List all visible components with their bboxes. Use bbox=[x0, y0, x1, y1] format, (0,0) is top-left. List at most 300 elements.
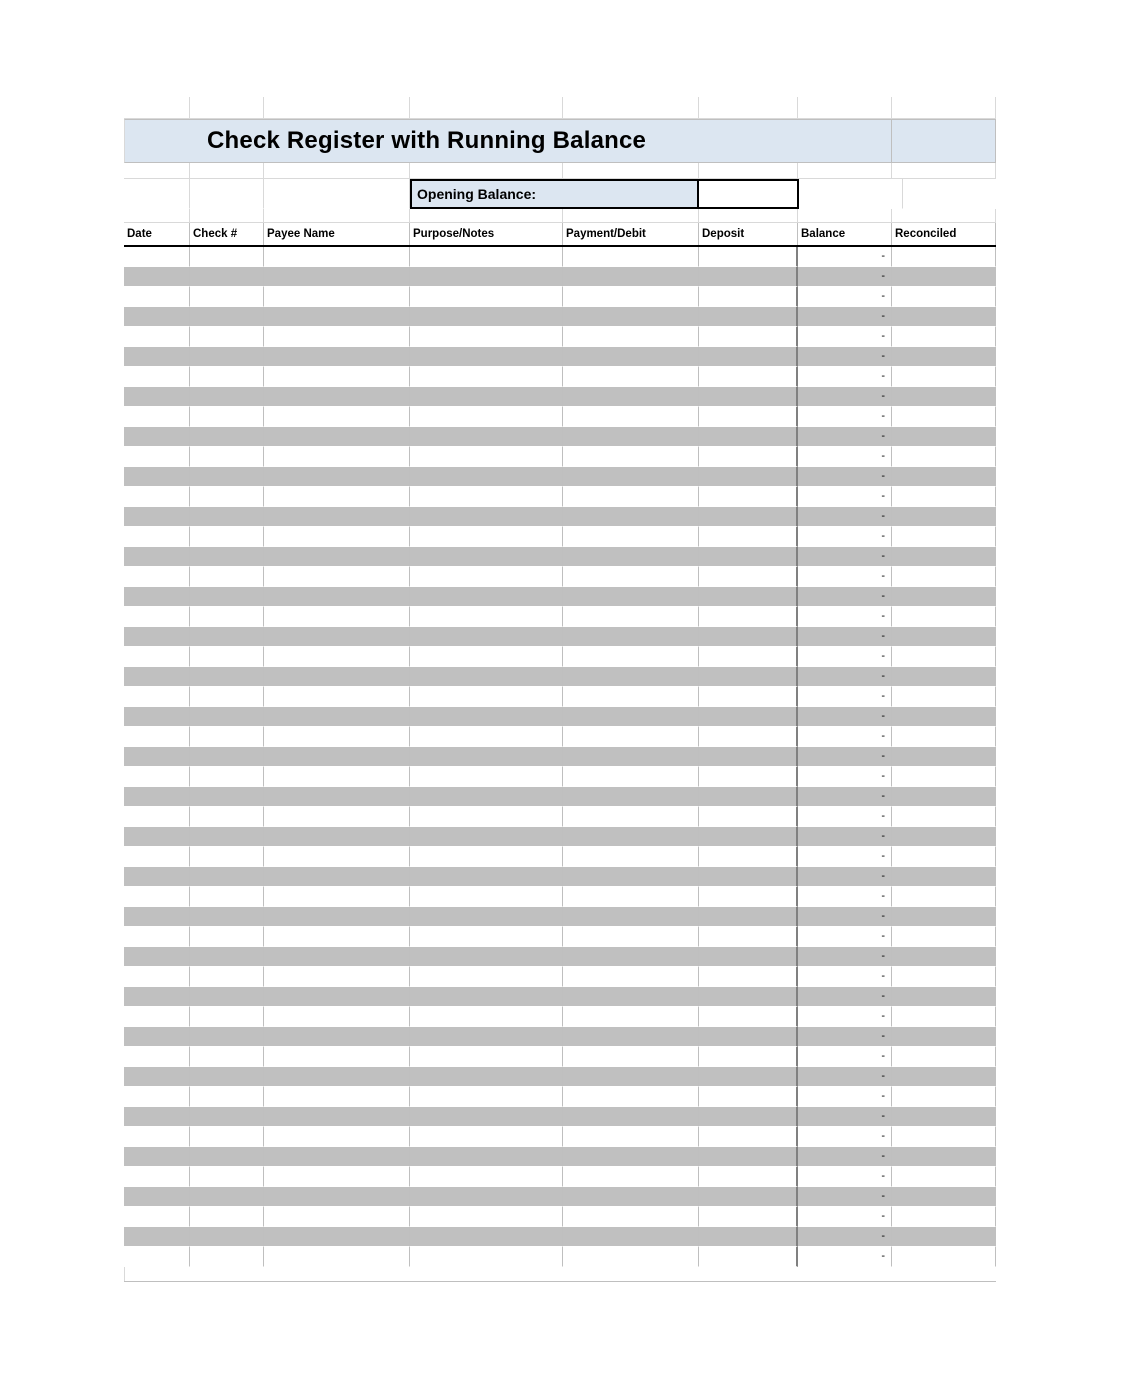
register-cell-check[interactable] bbox=[190, 327, 264, 347]
register-cell-deposit[interactable] bbox=[699, 667, 798, 687]
register-cell-reconciled[interactable] bbox=[892, 487, 996, 507]
register-cell-balance[interactable]: - bbox=[798, 1227, 892, 1247]
register-cell-purpose[interactable] bbox=[410, 1107, 563, 1127]
table-row[interactable] bbox=[124, 427, 996, 447]
register-cell-payment[interactable] bbox=[563, 987, 699, 1007]
register-cell-date[interactable] bbox=[124, 447, 190, 467]
register-cell-purpose[interactable] bbox=[410, 887, 563, 907]
table-row[interactable] bbox=[124, 527, 996, 547]
register-cell-deposit[interactable] bbox=[699, 987, 798, 1007]
register-cell-date[interactable] bbox=[124, 807, 190, 827]
register-cell-date[interactable] bbox=[124, 1087, 190, 1107]
register-cell-payee[interactable] bbox=[264, 907, 410, 927]
register-cell-payment[interactable] bbox=[563, 247, 699, 267]
register-cell-date[interactable] bbox=[124, 667, 190, 687]
register-cell-check[interactable] bbox=[190, 1127, 264, 1147]
register-cell-balance[interactable]: - bbox=[798, 1047, 892, 1067]
register-cell-date[interactable] bbox=[124, 567, 190, 587]
register-cell-balance[interactable]: - bbox=[798, 1127, 892, 1147]
register-cell-date[interactable] bbox=[124, 247, 190, 267]
register-cell-balance[interactable]: - bbox=[798, 667, 892, 687]
register-cell-deposit[interactable] bbox=[699, 307, 798, 327]
table-row[interactable] bbox=[124, 327, 996, 347]
register-cell-date[interactable] bbox=[124, 827, 190, 847]
register-cell-reconciled[interactable] bbox=[892, 947, 996, 967]
register-cell-payment[interactable] bbox=[563, 567, 699, 587]
register-cell-date[interactable] bbox=[124, 847, 190, 867]
register-cell-date[interactable] bbox=[124, 1227, 190, 1247]
register-cell-balance[interactable]: - bbox=[798, 1187, 892, 1207]
register-cell-reconciled[interactable] bbox=[892, 1027, 996, 1047]
register-cell-purpose[interactable] bbox=[410, 987, 563, 1007]
register-cell-deposit[interactable] bbox=[699, 267, 798, 287]
register-cell-check[interactable] bbox=[190, 1187, 264, 1207]
table-row[interactable] bbox=[124, 867, 996, 887]
table-row[interactable] bbox=[124, 827, 996, 847]
register-cell-balance[interactable]: - bbox=[798, 807, 892, 827]
register-cell-deposit[interactable] bbox=[699, 547, 798, 567]
register-cell-purpose[interactable] bbox=[410, 247, 563, 267]
register-cell-check[interactable] bbox=[190, 967, 264, 987]
table-row[interactable] bbox=[124, 1227, 996, 1247]
register-cell-date[interactable] bbox=[124, 907, 190, 927]
register-cell-payment[interactable] bbox=[563, 827, 699, 847]
register-cell-balance[interactable]: - bbox=[798, 267, 892, 287]
register-cell-date[interactable] bbox=[124, 787, 190, 807]
register-cell-reconciled[interactable] bbox=[892, 907, 996, 927]
register-cell-check[interactable] bbox=[190, 607, 264, 627]
register-cell-date[interactable] bbox=[124, 1247, 190, 1267]
register-cell-check[interactable] bbox=[190, 367, 264, 387]
register-cell-purpose[interactable] bbox=[410, 347, 563, 367]
register-cell-reconciled[interactable] bbox=[892, 807, 996, 827]
register-cell-purpose[interactable] bbox=[410, 1227, 563, 1247]
register-cell-date[interactable] bbox=[124, 367, 190, 387]
register-cell-payee[interactable] bbox=[264, 447, 410, 467]
register-cell-reconciled[interactable] bbox=[892, 1047, 996, 1067]
register-cell-balance[interactable]: - bbox=[798, 527, 892, 547]
register-cell-payment[interactable] bbox=[563, 787, 699, 807]
register-cell-payment[interactable] bbox=[563, 447, 699, 467]
register-cell-deposit[interactable] bbox=[699, 587, 798, 607]
register-cell-payee[interactable] bbox=[264, 1147, 410, 1167]
register-cell-check[interactable] bbox=[190, 487, 264, 507]
register-cell-payee[interactable] bbox=[264, 607, 410, 627]
register-cell-payee[interactable] bbox=[264, 287, 410, 307]
register-cell-payee[interactable] bbox=[264, 727, 410, 747]
table-row[interactable] bbox=[124, 547, 996, 567]
register-cell-payee[interactable] bbox=[264, 807, 410, 827]
register-cell-reconciled[interactable] bbox=[892, 867, 996, 887]
register-cell-check[interactable] bbox=[190, 627, 264, 647]
register-cell-payee[interactable] bbox=[264, 847, 410, 867]
register-cell-check[interactable] bbox=[190, 247, 264, 267]
register-cell-payment[interactable] bbox=[563, 887, 699, 907]
register-cell-reconciled[interactable] bbox=[892, 547, 996, 567]
register-cell-payee[interactable] bbox=[264, 1167, 410, 1187]
register-cell-deposit[interactable] bbox=[699, 387, 798, 407]
register-cell-balance[interactable]: - bbox=[798, 427, 892, 447]
register-cell-deposit[interactable] bbox=[699, 467, 798, 487]
register-cell-check[interactable] bbox=[190, 807, 264, 827]
table-row[interactable] bbox=[124, 747, 996, 767]
register-cell-balance[interactable]: - bbox=[798, 787, 892, 807]
register-cell-payment[interactable] bbox=[563, 947, 699, 967]
register-cell-date[interactable] bbox=[124, 587, 190, 607]
register-cell-reconciled[interactable] bbox=[892, 1207, 996, 1227]
register-cell-deposit[interactable] bbox=[699, 1227, 798, 1247]
register-cell-purpose[interactable] bbox=[410, 487, 563, 507]
register-cell-balance[interactable]: - bbox=[798, 967, 892, 987]
register-cell-check[interactable] bbox=[190, 347, 264, 367]
register-cell-date[interactable] bbox=[124, 487, 190, 507]
register-cell-reconciled[interactable] bbox=[892, 1147, 996, 1167]
register-cell-reconciled[interactable] bbox=[892, 347, 996, 367]
register-cell-date[interactable] bbox=[124, 427, 190, 447]
register-cell-payee[interactable] bbox=[264, 1247, 410, 1267]
register-cell-payee[interactable] bbox=[264, 1207, 410, 1227]
register-cell-payment[interactable] bbox=[563, 1167, 699, 1187]
register-cell-reconciled[interactable] bbox=[892, 307, 996, 327]
register-cell-check[interactable] bbox=[190, 1147, 264, 1167]
table-row[interactable] bbox=[124, 1127, 996, 1147]
register-cell-reconciled[interactable] bbox=[892, 447, 996, 467]
register-cell-deposit[interactable] bbox=[699, 687, 798, 707]
register-cell-reconciled[interactable] bbox=[892, 1187, 996, 1207]
register-cell-check[interactable] bbox=[190, 787, 264, 807]
register-cell-payment[interactable] bbox=[563, 407, 699, 427]
register-cell-balance[interactable]: - bbox=[798, 547, 892, 567]
register-cell-deposit[interactable] bbox=[699, 1007, 798, 1027]
register-cell-date[interactable] bbox=[124, 467, 190, 487]
register-cell-balance[interactable]: - bbox=[798, 287, 892, 307]
register-cell-balance[interactable]: - bbox=[798, 827, 892, 847]
register-cell-purpose[interactable] bbox=[410, 907, 563, 927]
register-cell-deposit[interactable] bbox=[699, 727, 798, 747]
register-cell-payment[interactable] bbox=[563, 527, 699, 547]
register-cell-reconciled[interactable] bbox=[892, 367, 996, 387]
register-cell-purpose[interactable] bbox=[410, 527, 563, 547]
register-cell-reconciled[interactable] bbox=[892, 687, 996, 707]
register-cell-purpose[interactable] bbox=[410, 707, 563, 727]
register-cell-date[interactable] bbox=[124, 947, 190, 967]
register-cell-payee[interactable] bbox=[264, 407, 410, 427]
register-cell-deposit[interactable] bbox=[699, 327, 798, 347]
table-row[interactable] bbox=[124, 407, 996, 427]
register-cell-deposit[interactable] bbox=[699, 507, 798, 527]
register-cell-date[interactable] bbox=[124, 1007, 190, 1027]
register-cell-payee[interactable] bbox=[264, 507, 410, 527]
register-cell-purpose[interactable] bbox=[410, 847, 563, 867]
register-cell-payment[interactable] bbox=[563, 1147, 699, 1167]
register-cell-date[interactable] bbox=[124, 747, 190, 767]
register-cell-date[interactable] bbox=[124, 1147, 190, 1167]
register-cell-payment[interactable] bbox=[563, 1207, 699, 1227]
register-cell-check[interactable] bbox=[190, 667, 264, 687]
table-row[interactable] bbox=[124, 707, 996, 727]
register-cell-payment[interactable] bbox=[563, 347, 699, 367]
register-cell-purpose[interactable] bbox=[410, 587, 563, 607]
table-row[interactable] bbox=[124, 607, 996, 627]
register-cell-date[interactable] bbox=[124, 867, 190, 887]
register-cell-purpose[interactable] bbox=[410, 407, 563, 427]
register-cell-payee[interactable] bbox=[264, 747, 410, 767]
register-cell-reconciled[interactable] bbox=[892, 987, 996, 1007]
register-cell-payee[interactable] bbox=[264, 1087, 410, 1107]
register-cell-payment[interactable] bbox=[563, 1007, 699, 1027]
register-cell-deposit[interactable] bbox=[699, 1067, 798, 1087]
register-cell-deposit[interactable] bbox=[699, 1127, 798, 1147]
register-cell-deposit[interactable] bbox=[699, 807, 798, 827]
register-cell-payee[interactable] bbox=[264, 787, 410, 807]
register-cell-check[interactable] bbox=[190, 727, 264, 747]
register-cell-payment[interactable] bbox=[563, 1107, 699, 1127]
register-cell-check[interactable] bbox=[190, 407, 264, 427]
register-cell-purpose[interactable] bbox=[410, 267, 563, 287]
register-cell-deposit[interactable] bbox=[699, 887, 798, 907]
register-cell-reconciled[interactable] bbox=[892, 627, 996, 647]
register-cell-check[interactable] bbox=[190, 587, 264, 607]
table-row[interactable] bbox=[124, 887, 996, 907]
register-cell-purpose[interactable] bbox=[410, 447, 563, 467]
register-cell-balance[interactable]: - bbox=[798, 467, 892, 487]
register-cell-reconciled[interactable] bbox=[892, 1167, 996, 1187]
register-cell-payment[interactable] bbox=[563, 1027, 699, 1047]
register-cell-purpose[interactable] bbox=[410, 547, 563, 567]
register-cell-reconciled[interactable] bbox=[892, 607, 996, 627]
register-cell-reconciled[interactable] bbox=[892, 467, 996, 487]
register-cell-purpose[interactable] bbox=[410, 647, 563, 667]
table-row[interactable] bbox=[124, 987, 996, 1007]
register-cell-purpose[interactable] bbox=[410, 687, 563, 707]
register-cell-deposit[interactable] bbox=[699, 527, 798, 547]
register-cell-deposit[interactable] bbox=[699, 747, 798, 767]
register-cell-date[interactable] bbox=[124, 1167, 190, 1187]
register-cell-payee[interactable] bbox=[264, 387, 410, 407]
register-cell-payee[interactable] bbox=[264, 707, 410, 727]
register-cell-deposit[interactable] bbox=[699, 1167, 798, 1187]
register-cell-check[interactable] bbox=[190, 1087, 264, 1107]
register-cell-payment[interactable] bbox=[563, 807, 699, 827]
register-cell-purpose[interactable] bbox=[410, 427, 563, 447]
register-cell-date[interactable] bbox=[124, 1127, 190, 1147]
register-cell-payment[interactable] bbox=[563, 847, 699, 867]
register-cell-payee[interactable] bbox=[264, 1187, 410, 1207]
register-cell-date[interactable] bbox=[124, 627, 190, 647]
register-cell-payment[interactable] bbox=[563, 607, 699, 627]
table-row[interactable] bbox=[124, 267, 996, 287]
table-row[interactable] bbox=[124, 1107, 996, 1127]
table-row[interactable] bbox=[124, 1047, 996, 1067]
register-cell-balance[interactable]: - bbox=[798, 1247, 892, 1267]
register-cell-date[interactable] bbox=[124, 387, 190, 407]
register-cell-check[interactable] bbox=[190, 987, 264, 1007]
register-cell-payment[interactable] bbox=[563, 1247, 699, 1267]
register-cell-reconciled[interactable] bbox=[892, 927, 996, 947]
register-cell-check[interactable] bbox=[190, 567, 264, 587]
register-cell-balance[interactable]: - bbox=[798, 707, 892, 727]
register-cell-payee[interactable] bbox=[264, 467, 410, 487]
register-cell-purpose[interactable] bbox=[410, 1047, 563, 1067]
register-cell-check[interactable] bbox=[190, 1247, 264, 1267]
register-cell-payee[interactable] bbox=[264, 1027, 410, 1047]
register-cell-check[interactable] bbox=[190, 907, 264, 927]
register-cell-payment[interactable] bbox=[563, 1187, 699, 1207]
register-cell-deposit[interactable] bbox=[699, 407, 798, 427]
register-cell-purpose[interactable] bbox=[410, 1067, 563, 1087]
register-cell-payee[interactable] bbox=[264, 967, 410, 987]
register-cell-payment[interactable] bbox=[563, 687, 699, 707]
table-row[interactable] bbox=[124, 367, 996, 387]
register-cell-reconciled[interactable] bbox=[892, 967, 996, 987]
register-cell-reconciled[interactable] bbox=[892, 787, 996, 807]
register-cell-date[interactable] bbox=[124, 1187, 190, 1207]
register-cell-payment[interactable] bbox=[563, 907, 699, 927]
register-cell-check[interactable] bbox=[190, 447, 264, 467]
register-cell-purpose[interactable] bbox=[410, 1247, 563, 1267]
register-cell-reconciled[interactable] bbox=[892, 1067, 996, 1087]
register-cell-check[interactable] bbox=[190, 1067, 264, 1087]
table-row[interactable] bbox=[124, 1027, 996, 1047]
register-cell-balance[interactable]: - bbox=[798, 687, 892, 707]
register-cell-payee[interactable] bbox=[264, 1047, 410, 1067]
register-cell-reconciled[interactable] bbox=[892, 1007, 996, 1027]
register-cell-balance[interactable]: - bbox=[798, 1007, 892, 1027]
register-cell-check[interactable] bbox=[190, 827, 264, 847]
register-cell-check[interactable] bbox=[190, 387, 264, 407]
register-cell-check[interactable] bbox=[190, 1027, 264, 1047]
register-cell-purpose[interactable] bbox=[410, 287, 563, 307]
register-cell-check[interactable] bbox=[190, 1007, 264, 1027]
register-cell-deposit[interactable] bbox=[699, 1027, 798, 1047]
register-cell-payment[interactable] bbox=[563, 287, 699, 307]
register-cell-purpose[interactable] bbox=[410, 1027, 563, 1047]
table-row[interactable] bbox=[124, 907, 996, 927]
register-cell-date[interactable] bbox=[124, 887, 190, 907]
register-cell-deposit[interactable] bbox=[699, 827, 798, 847]
register-cell-check[interactable] bbox=[190, 887, 264, 907]
register-cell-payee[interactable] bbox=[264, 247, 410, 267]
table-row[interactable] bbox=[124, 847, 996, 867]
register-cell-payee[interactable] bbox=[264, 927, 410, 947]
register-cell-balance[interactable]: - bbox=[798, 567, 892, 587]
register-cell-payment[interactable] bbox=[563, 627, 699, 647]
register-cell-purpose[interactable] bbox=[410, 1087, 563, 1107]
register-cell-date[interactable] bbox=[124, 287, 190, 307]
register-cell-payment[interactable] bbox=[563, 467, 699, 487]
register-cell-purpose[interactable] bbox=[410, 747, 563, 767]
register-cell-purpose[interactable] bbox=[410, 927, 563, 947]
register-cell-balance[interactable]: - bbox=[798, 347, 892, 367]
table-row[interactable] bbox=[124, 1087, 996, 1107]
register-cell-purpose[interactable] bbox=[410, 967, 563, 987]
table-row[interactable] bbox=[124, 687, 996, 707]
register-cell-deposit[interactable] bbox=[699, 867, 798, 887]
register-cell-date[interactable] bbox=[124, 607, 190, 627]
register-cell-purpose[interactable] bbox=[410, 827, 563, 847]
register-cell-payment[interactable] bbox=[563, 867, 699, 887]
register-cell-check[interactable] bbox=[190, 707, 264, 727]
table-row[interactable] bbox=[124, 1067, 996, 1087]
register-cell-check[interactable] bbox=[190, 1167, 264, 1187]
register-cell-reconciled[interactable] bbox=[892, 507, 996, 527]
register-cell-deposit[interactable] bbox=[699, 487, 798, 507]
register-cell-check[interactable] bbox=[190, 767, 264, 787]
register-cell-deposit[interactable] bbox=[699, 767, 798, 787]
register-cell-date[interactable] bbox=[124, 407, 190, 427]
register-cell-check[interactable] bbox=[190, 467, 264, 487]
register-cell-balance[interactable]: - bbox=[798, 587, 892, 607]
register-cell-deposit[interactable] bbox=[699, 1187, 798, 1207]
register-cell-purpose[interactable] bbox=[410, 627, 563, 647]
table-row[interactable] bbox=[124, 467, 996, 487]
table-row[interactable] bbox=[124, 347, 996, 367]
register-cell-payee[interactable] bbox=[264, 327, 410, 347]
register-cell-purpose[interactable] bbox=[410, 767, 563, 787]
register-cell-deposit[interactable] bbox=[699, 847, 798, 867]
register-cell-payment[interactable] bbox=[563, 707, 699, 727]
register-cell-payment[interactable] bbox=[563, 667, 699, 687]
register-cell-payment[interactable] bbox=[563, 927, 699, 947]
table-row[interactable] bbox=[124, 627, 996, 647]
register-cell-date[interactable] bbox=[124, 967, 190, 987]
register-cell-balance[interactable]: - bbox=[798, 947, 892, 967]
register-cell-date[interactable] bbox=[124, 347, 190, 367]
register-cell-deposit[interactable] bbox=[699, 927, 798, 947]
register-cell-balance[interactable]: - bbox=[798, 1087, 892, 1107]
table-row[interactable] bbox=[124, 1167, 996, 1187]
register-cell-payee[interactable] bbox=[264, 667, 410, 687]
register-cell-payee[interactable] bbox=[264, 1067, 410, 1087]
register-cell-check[interactable] bbox=[190, 507, 264, 527]
register-cell-balance[interactable]: - bbox=[798, 627, 892, 647]
register-cell-payment[interactable] bbox=[563, 547, 699, 567]
register-cell-balance[interactable]: - bbox=[798, 647, 892, 667]
register-cell-purpose[interactable] bbox=[410, 1127, 563, 1147]
register-cell-date[interactable] bbox=[124, 727, 190, 747]
register-cell-purpose[interactable] bbox=[410, 727, 563, 747]
register-cell-date[interactable] bbox=[124, 1067, 190, 1087]
table-row[interactable] bbox=[124, 787, 996, 807]
register-cell-reconciled[interactable] bbox=[892, 407, 996, 427]
register-cell-payee[interactable] bbox=[264, 267, 410, 287]
register-cell-check[interactable] bbox=[190, 1227, 264, 1247]
register-cell-balance[interactable]: - bbox=[798, 1067, 892, 1087]
table-row[interactable] bbox=[124, 807, 996, 827]
register-cell-deposit[interactable] bbox=[699, 907, 798, 927]
register-cell-reconciled[interactable] bbox=[892, 567, 996, 587]
register-cell-payee[interactable] bbox=[264, 1227, 410, 1247]
register-cell-check[interactable] bbox=[190, 687, 264, 707]
register-cell-balance[interactable]: - bbox=[798, 447, 892, 467]
register-cell-payee[interactable] bbox=[264, 687, 410, 707]
register-cell-payee[interactable] bbox=[264, 987, 410, 1007]
table-row[interactable] bbox=[124, 287, 996, 307]
register-cell-check[interactable] bbox=[190, 1047, 264, 1067]
register-cell-reconciled[interactable] bbox=[892, 1087, 996, 1107]
register-cell-balance[interactable]: - bbox=[798, 407, 892, 427]
register-cell-reconciled[interactable] bbox=[892, 727, 996, 747]
register-cell-payee[interactable] bbox=[264, 547, 410, 567]
register-cell-purpose[interactable] bbox=[410, 807, 563, 827]
register-cell-payee[interactable] bbox=[264, 947, 410, 967]
register-cell-reconciled[interactable] bbox=[892, 1127, 996, 1147]
register-cell-check[interactable] bbox=[190, 647, 264, 667]
register-cell-deposit[interactable] bbox=[699, 1107, 798, 1127]
register-cell-reconciled[interactable] bbox=[892, 887, 996, 907]
register-cell-payment[interactable] bbox=[563, 307, 699, 327]
register-cell-purpose[interactable] bbox=[410, 507, 563, 527]
